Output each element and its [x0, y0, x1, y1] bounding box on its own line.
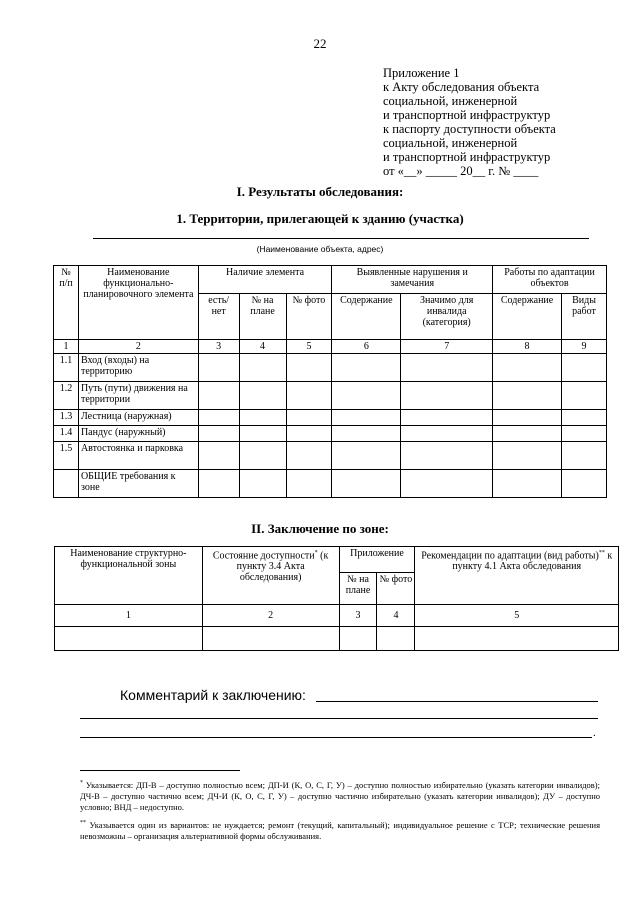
- appendix-line: и транспортной инфраструктур: [383, 108, 551, 122]
- header-works: Работы по адаптации объектов: [493, 266, 607, 294]
- recommendations-label: Рекомендации по адаптации (вид работы): [421, 550, 599, 562]
- table-cell[interactable]: [239, 382, 286, 410]
- table-cell[interactable]: [286, 410, 332, 426]
- table-cell[interactable]: [332, 354, 401, 382]
- appendix-line: к Акту обследования объекта: [383, 80, 540, 94]
- page-number: 22: [313, 36, 327, 51]
- table-cell[interactable]: [198, 470, 239, 498]
- table-row: [54, 470, 607, 498]
- table-cell[interactable]: [286, 470, 332, 498]
- comment-field-line[interactable]: [80, 737, 592, 738]
- table-cell[interactable]: [401, 410, 493, 426]
- col-number: 5: [286, 340, 332, 354]
- row-num: [54, 470, 79, 498]
- table-cell[interactable]: [239, 442, 286, 470]
- footnote-1: [80, 778, 600, 813]
- table-cell[interactable]: [332, 470, 401, 498]
- appendix-line: социальной, инженерной: [383, 94, 518, 108]
- appendix-line: к паспорту доступности объекта: [383, 122, 556, 136]
- object-name-field[interactable]: [93, 238, 589, 239]
- col-number: 3: [339, 605, 377, 627]
- header-significant: Значимо для инвалида (категория): [401, 294, 493, 340]
- table-row: [54, 410, 607, 426]
- footnote-2-text: Указывается один из вариантов: не нуждается; ремонт (текущий, капитальный); индивидуальное решение с ТСР; технические решения невозможны – организация альтернативной формы обслуживания.: [80, 819, 600, 841]
- table-cell[interactable]: [239, 470, 286, 498]
- header-zone-name: Наименование структурно-функциональной зоны: [55, 547, 203, 605]
- col-number: 4: [377, 605, 415, 627]
- section2-title: II. Заключение по зоне:: [251, 521, 389, 536]
- table-cell[interactable]: [286, 382, 332, 410]
- footnote-mark: **: [598, 550, 605, 556]
- table-row: [54, 382, 607, 410]
- col-number: 8: [493, 340, 562, 354]
- table-cell[interactable]: [493, 470, 562, 498]
- header-recommendations: [415, 547, 619, 605]
- header-exists: есть/ нет: [198, 294, 239, 340]
- table-cell[interactable]: [493, 354, 562, 382]
- col-number: 5: [415, 605, 619, 627]
- access-state-label: Состояние доступности: [212, 550, 315, 562]
- table-cell[interactable]: [332, 426, 401, 442]
- col-number: 6: [332, 340, 401, 354]
- header-photo-no: № фото: [286, 294, 332, 340]
- table-cell[interactable]: [198, 426, 239, 442]
- header-presence: Наличие элемента: [198, 266, 332, 294]
- appendix-line: социальной, инженерной: [383, 136, 518, 150]
- table-cell[interactable]: [286, 442, 332, 470]
- header-photo-no: № фото: [377, 573, 415, 605]
- footnote-mark: **: [80, 820, 86, 826]
- footnote-separator: [80, 770, 240, 771]
- section1-subtitle: 1. Территории, прилегающей к зданию (участка): [176, 211, 464, 226]
- table-cell[interactable]: [55, 627, 203, 651]
- appendix-line: Приложение 1: [383, 66, 460, 80]
- header-access-state: [202, 547, 339, 605]
- comment-end-period: .: [593, 727, 596, 739]
- table-cell[interactable]: [332, 442, 401, 470]
- table-cell[interactable]: [377, 627, 415, 651]
- table-cell[interactable]: [401, 382, 493, 410]
- table-cell[interactable]: [562, 470, 607, 498]
- header-content2: Содержание: [493, 294, 562, 340]
- table-cell[interactable]: [493, 382, 562, 410]
- footnote-2: [80, 818, 600, 842]
- header-plan-no: № на плане: [239, 294, 286, 340]
- col-number: 7: [401, 340, 493, 354]
- table-cell[interactable]: [401, 426, 493, 442]
- footnote-1-text: Указывается: ДП-В – доступно полностью всем; ДП-И (К, О, С, Г, У) – доступно полностью избирательно (указать категории инвалидов); ДЧ-В – доступно частично всем; ДЧ-И (К, О, С, Г, У) – доступно частично избирательно (указать категории инвалидов); ДУ – доступно условно; ВНД – недоступно.: [80, 779, 600, 812]
- table-cell[interactable]: [198, 410, 239, 426]
- table-row: [54, 354, 607, 382]
- table-cell[interactable]: [239, 410, 286, 426]
- header-element-name: Наименование функционально-планировочного элемента: [78, 266, 198, 340]
- col-number: 2: [78, 340, 198, 354]
- table-cell[interactable]: [286, 426, 332, 442]
- comment-label: Комментарий к заключению:: [120, 687, 306, 703]
- table-row: [55, 627, 619, 651]
- table-row: [54, 442, 607, 470]
- row-element-name: Путь (пути) движения на территории: [78, 382, 198, 410]
- row-num: 1.2: [54, 382, 79, 410]
- table-cell[interactable]: [562, 382, 607, 410]
- table-cell[interactable]: [415, 627, 619, 651]
- appendix-block: [383, 66, 623, 178]
- col-number: 9: [562, 340, 607, 354]
- row-element-name: Лестница (наружная): [78, 410, 198, 426]
- table-cell[interactable]: [239, 354, 286, 382]
- header-num: № п/п: [54, 266, 79, 340]
- recommendations-ref: к пункту 4.1 Акта обследования: [452, 550, 613, 573]
- header-plan-no: № на плане: [339, 573, 377, 605]
- header-work-types: Виды работ: [562, 294, 607, 340]
- table-cell[interactable]: [562, 442, 607, 470]
- table-cell[interactable]: [286, 354, 332, 382]
- zone-conclusion-table: [54, 546, 619, 651]
- footnote-mark: *: [80, 780, 83, 786]
- header-appendix: Приложение: [339, 547, 415, 573]
- row-element-name: Автостоянка и парковка: [78, 442, 198, 470]
- access-state-ref: (к пункту 3.4 Акта обследования): [236, 550, 329, 584]
- table-cell[interactable]: [332, 410, 401, 426]
- table-cell[interactable]: [339, 627, 377, 651]
- row-element-name: ОБЩИЕ требования к зоне: [78, 470, 198, 498]
- table-cell[interactable]: [562, 426, 607, 442]
- table-cell[interactable]: [401, 354, 493, 382]
- col-number: 4: [239, 340, 286, 354]
- row-num: 1.3: [54, 410, 79, 426]
- header-content: Содержание: [332, 294, 401, 340]
- table-cell[interactable]: [562, 354, 607, 382]
- comment-field-line[interactable]: [80, 718, 598, 719]
- table-cell[interactable]: [493, 442, 562, 470]
- table-cell[interactable]: [198, 354, 239, 382]
- territory-table: [53, 265, 607, 498]
- table-cell[interactable]: [493, 410, 562, 426]
- table-cell[interactable]: [493, 426, 562, 442]
- row-num: 1.4: [54, 426, 79, 442]
- table-cell[interactable]: [562, 410, 607, 426]
- table-cell[interactable]: [332, 382, 401, 410]
- footnote-mark: *: [314, 550, 318, 556]
- table-cell[interactable]: [202, 627, 339, 651]
- object-caption: (Наименование объекта, адрес): [256, 244, 384, 254]
- section1-title: I. Результаты обследования:: [236, 184, 404, 199]
- row-element-name: Вход (входы) на территорию: [78, 354, 198, 382]
- appendix-line: от «__» _____ 20__ г. № ____: [383, 164, 539, 178]
- table-row: [54, 426, 607, 442]
- table-cell[interactable]: [198, 442, 239, 470]
- table-cell[interactable]: [401, 470, 493, 498]
- header-violations: Выявленные нарушения и замечания: [332, 266, 493, 294]
- table-cell[interactable]: [401, 442, 493, 470]
- row-num: 1.1: [54, 354, 79, 382]
- appendix-line: и транспортной инфраструктур: [383, 150, 551, 164]
- col-number: 2: [202, 605, 339, 627]
- row-element-name: Пандус (наружный): [78, 426, 198, 442]
- col-number: 3: [198, 340, 239, 354]
- comment-field-line[interactable]: [316, 701, 598, 702]
- table-cell[interactable]: [198, 382, 239, 410]
- col-number: 1: [55, 605, 203, 627]
- row-num: 1.5: [54, 442, 79, 470]
- table-cell[interactable]: [239, 426, 286, 442]
- col-number: 1: [54, 340, 79, 354]
